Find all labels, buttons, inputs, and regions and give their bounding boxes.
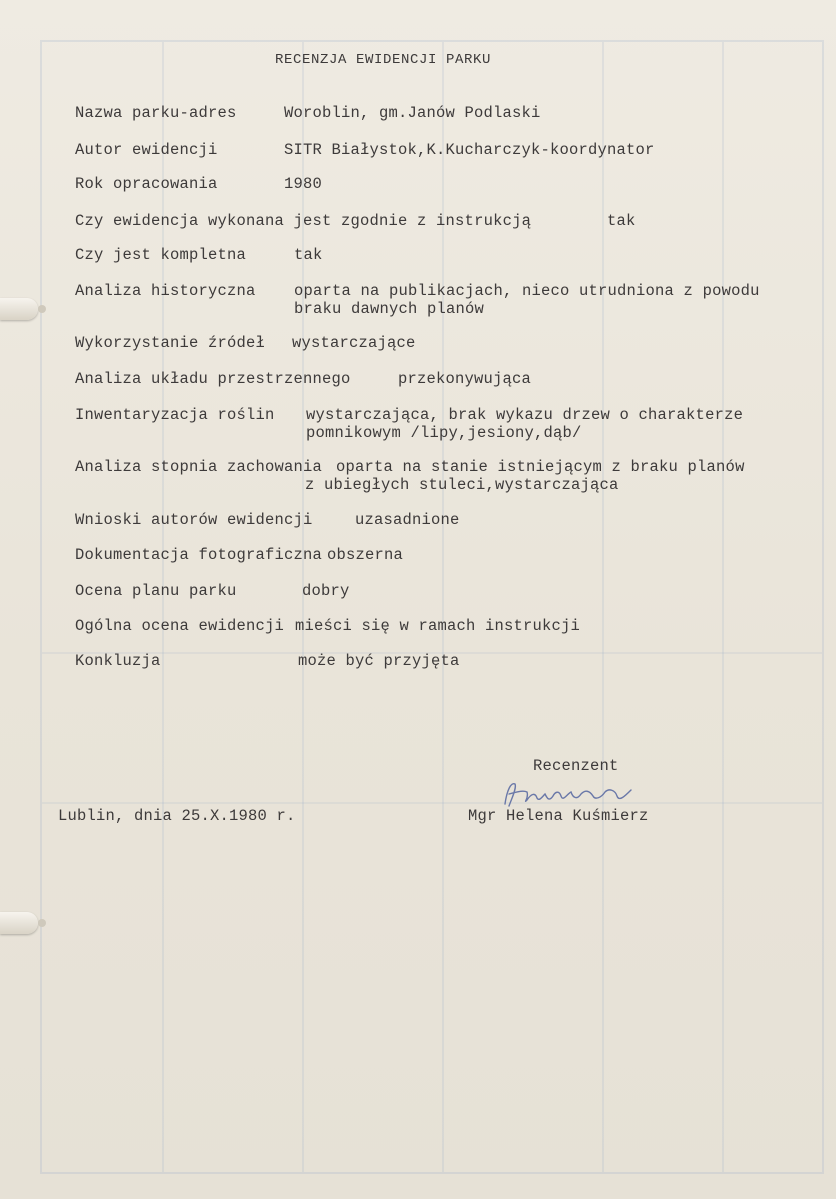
row-value: wystarczająca, brak wykazu drzew o charakterze (306, 406, 744, 424)
row-value: wystarczające (292, 334, 416, 352)
row-value: uzasadnione (355, 511, 460, 529)
row-label: Rok opracowania (75, 175, 218, 193)
row-label: Wnioski autorów ewidencji (75, 511, 313, 529)
row-value: Woroblin, gm.Janów Podlaski (284, 104, 541, 122)
row-value: dobry (302, 582, 350, 600)
binding-string-bottom (0, 912, 38, 934)
row-value-continued: braku dawnych planów (294, 300, 485, 318)
row-label: Ocena planu parku (75, 582, 237, 600)
binding-hole-bottom (38, 919, 46, 927)
row-label: Analiza historyczna (75, 282, 256, 300)
row-label: Nazwa parku-adres (75, 104, 237, 122)
row-label: Ogólna ocena ewidencji (75, 617, 285, 635)
row-label: Wykorzystanie źródeł (75, 334, 266, 352)
row-value: obszerna (327, 546, 404, 564)
document-title: RECENZJA EWIDENCJI PARKU (275, 52, 492, 68)
row-value: tak (607, 212, 636, 230)
binding-hole-top (38, 305, 46, 313)
reviewer-label: Recenzent (533, 757, 619, 775)
reviewer-name: Mgr Helena Kuśmierz (468, 807, 649, 825)
row-value: oparta na publikacjach, nieco utrudniona z powodu (294, 282, 760, 300)
row-value: mieści się w ramach instrukcji (295, 617, 581, 635)
row-value: 1980 (284, 175, 323, 193)
row-label: Analiza układu przestrzennego (75, 370, 351, 388)
row-label: Czy ewidencja wykonana jest zgodnie z instrukcją (75, 212, 532, 230)
row-value: może być przyjęta (298, 652, 460, 670)
row-label: Dokumentacja fotograficzna (75, 546, 323, 564)
row-value: SITR Białystok,K.Kucharczyk-koordynator (284, 141, 655, 159)
row-value: przekonywująca (398, 370, 532, 388)
row-label: Inwentaryzacja roślin (75, 406, 275, 424)
row-value: tak (294, 246, 323, 264)
row-label: Czy jest kompletna (75, 246, 247, 264)
binding-string-top (0, 298, 38, 320)
row-value-continued: z ubiegłych stuleci,wystarczająca (305, 476, 619, 494)
row-label: Analiza stopnia zachowania (75, 458, 323, 476)
row-label: Autor ewidencji (75, 141, 218, 159)
bleed-through-table (40, 40, 824, 1174)
row-label: Konkluzja (75, 652, 161, 670)
place-and-date: Lublin, dnia 25.X.1980 r. (58, 807, 296, 825)
row-value: oparta na stanie istniejącym z braku planów (336, 458, 745, 476)
row-value-continued: pomnikowym /lipy,jesiony,dąb/ (306, 424, 582, 442)
